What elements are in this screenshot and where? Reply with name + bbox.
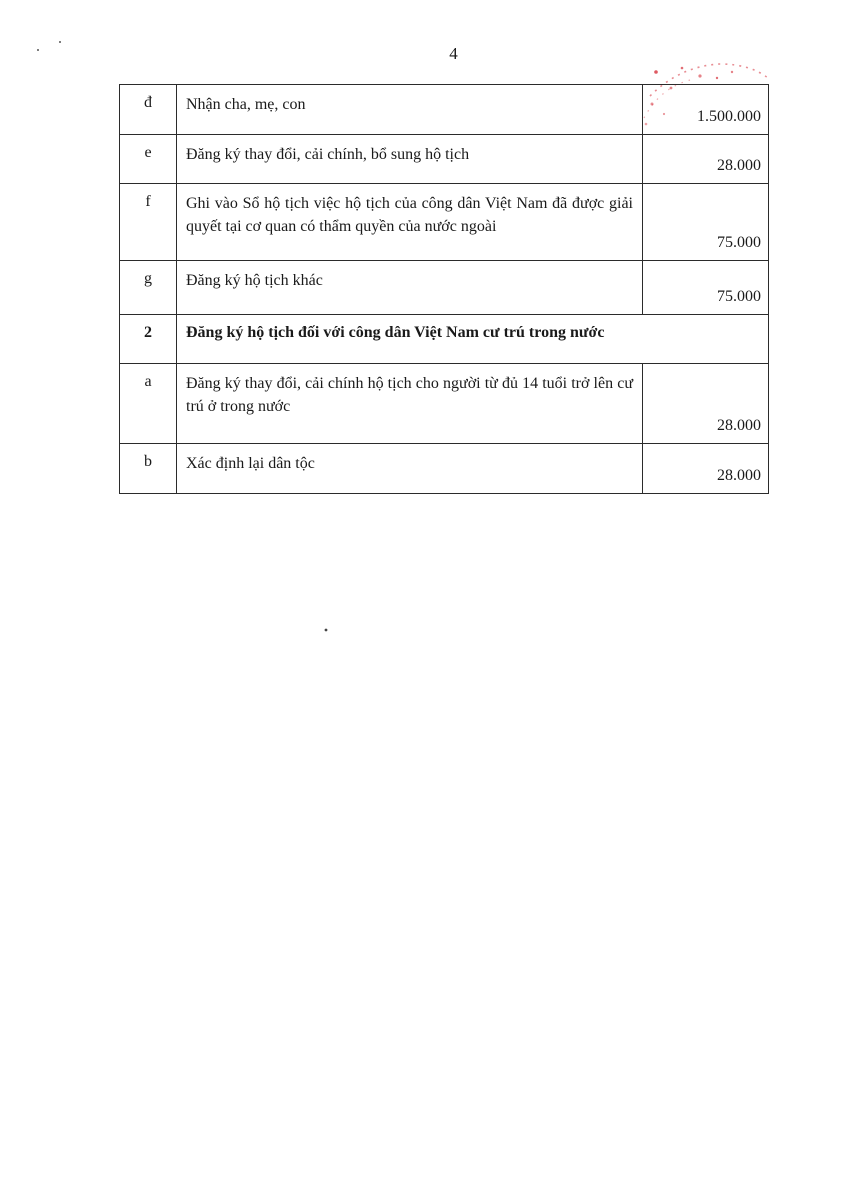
section-header-row — [120, 315, 769, 364]
section-index: 2 — [120, 315, 177, 364]
row-fee: 28.000 — [643, 364, 769, 444]
row-fee: 75.000 — [643, 261, 769, 315]
table-row — [120, 85, 769, 135]
table-row — [120, 135, 769, 184]
row-description: Đăng ký thay đổi, cải chính, bổ sung hộ tịch — [177, 135, 643, 184]
table-row — [120, 364, 769, 444]
row-description: Xác định lại dân tộc — [177, 444, 643, 494]
row-description: Ghi vào Sổ hộ tịch việc hộ tịch của công dân Việt Nam đã được giải quyết tại cơ quan có thẩm quyền của nước ngoài — [177, 184, 643, 261]
table-row — [120, 444, 769, 494]
row-index: b — [120, 444, 177, 494]
fee-table — [119, 84, 769, 494]
row-description: Đăng ký thay đổi, cải chính hộ tịch cho người từ đủ 14 tuổi trở lên cư trú ở trong nước — [177, 364, 643, 444]
row-fee: 28.000 — [643, 444, 769, 494]
page-number: 4 — [449, 44, 458, 63]
row-index: a — [120, 364, 177, 444]
row-fee: 75.000 — [643, 184, 769, 261]
scan-speck — [322, 626, 330, 634]
row-description: Đăng ký hộ tịch khác — [177, 261, 643, 315]
table-row — [120, 184, 769, 261]
row-index: e — [120, 135, 177, 184]
table-row — [120, 261, 769, 315]
row-fee: 28.000 — [643, 135, 769, 184]
row-index: g — [120, 261, 177, 315]
row-index: f — [120, 184, 177, 261]
row-index: đ — [120, 85, 177, 135]
section-title: Đăng ký hộ tịch đối với công dân Việt Nam cư trú trong nước — [177, 315, 769, 364]
row-fee: 1.500.000 — [643, 85, 769, 135]
row-description: Nhận cha, mẹ, con — [177, 85, 643, 135]
